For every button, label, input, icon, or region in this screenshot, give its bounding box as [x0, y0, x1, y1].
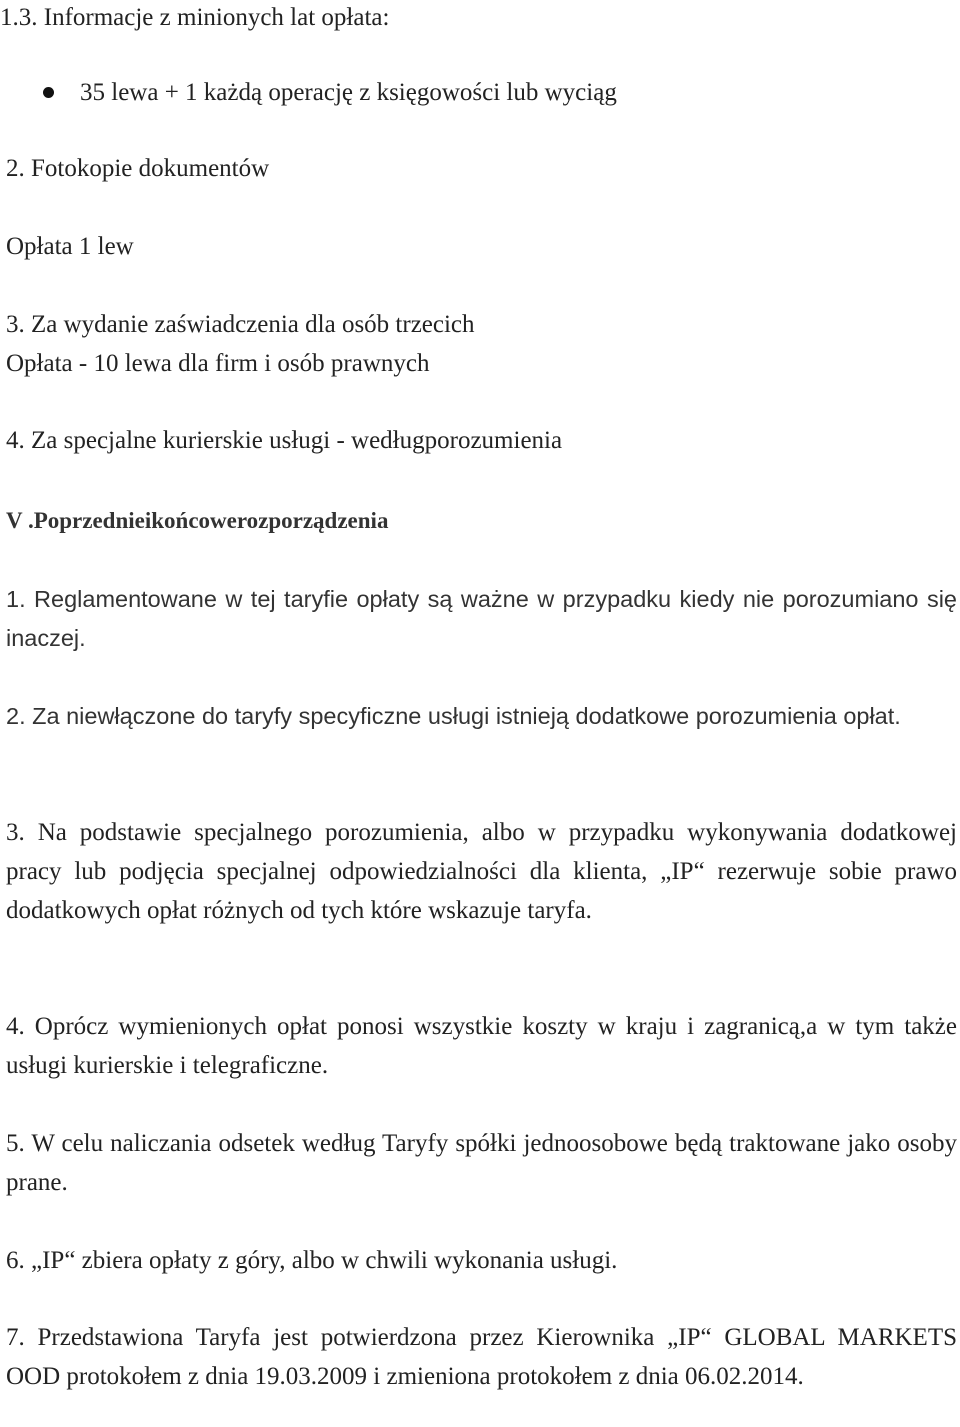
- paragraph-7: 7. Przedstawiona Taryfa jest potwierdzona przez Kierownika „IP“ GLOBAL MARKETS OOD protokołem z dnia 19.03.2009 i zmieniona protokołem z dnia 06.02.2014.: [6, 1324, 957, 1390]
- section-1-3-heading: 1.3. Informacje z minionych lat opłata:: [0, 4, 390, 31]
- item-3-fee: Opłata - 10 lewa dla firm i osób prawnych: [6, 350, 430, 377]
- paragraph-2: 2. Za niewłączone do taryfy specyficzne usługi istnieją dodatkowe porozumienia opłat.: [6, 703, 901, 729]
- item-2-title: 2. Fotokopie dokumentów: [6, 155, 270, 182]
- item-2-fee: Opłata 1 lew: [6, 233, 134, 260]
- bullet-icon: [43, 87, 54, 98]
- section-v-heading: V .Poprzednieikońcowerozporządzenia: [6, 508, 389, 533]
- bullet-item: 35 lewa + 1 każdą operację z księgowości lub wyciąg: [80, 79, 617, 106]
- item-3-title: 3. Za wydanie zaświadczenia dla osób trzecich: [6, 311, 475, 338]
- paragraph-1: 1. Reglamentowane w tej taryfie opłaty są ważne w przypadku kiedy nie porozumiano się inaczej.: [6, 586, 957, 651]
- paragraph-4: 4. Oprócz wymienionych opłat ponosi wszystkie koszty w kraju i zagranicą,a w tym także usługi kurierskie i telegraficzne.: [6, 1013, 957, 1079]
- item-4-title: 4. Za specjalne kurierskie usługi - wedługporozumienia: [6, 427, 563, 454]
- paragraph-3: 3. Na podstawie specjalnego porozumienia, albo w przypadku wykonywania dodatkowej pracy lub podjęcia specjalnej odpowiedzialności dla klienta, „IP“ rezerwuje sobie prawo dodatkowych opłat różnych od tych które wskazuje taryfa.: [6, 819, 957, 924]
- paragraph-5: 5. W celu naliczania odsetek według Taryfy spółki jednoosobowe będą traktowane jako osoby prane.: [6, 1130, 957, 1196]
- paragraph-6: 6. „IP“ zbiera opłaty z góry, albo w chwili wykonania usługi.: [6, 1247, 618, 1274]
